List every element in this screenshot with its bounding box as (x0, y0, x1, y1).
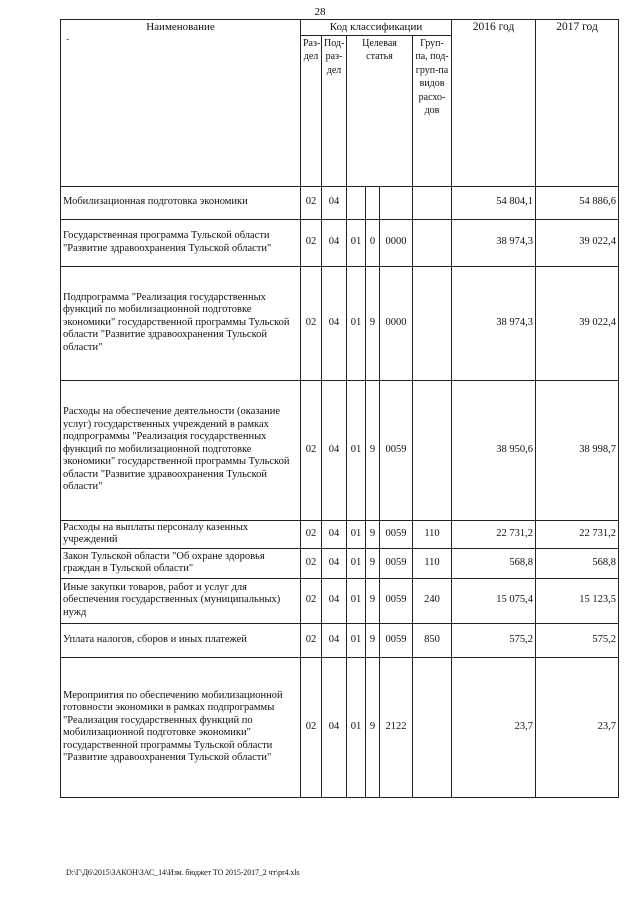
row-target-2: 9 (366, 578, 380, 623)
row-value-2016: 54 804,1 (452, 186, 536, 219)
row-target-1: 01 (347, 219, 366, 266)
header-section: Раз-дел (301, 35, 322, 186)
row-target-3: 0059 (380, 520, 413, 548)
row-target-2 (366, 186, 380, 219)
table-row (61, 520, 619, 548)
row-expense-group: 110 (413, 548, 452, 578)
row-target-1: 01 (347, 266, 366, 380)
row-value-2016: 38 974,3 (452, 219, 536, 266)
row-name: Закон Тульской области "Об охране здоровья граждан в Тульской области" (61, 548, 301, 578)
row-name: Расходы на обеспечение деятельности (оказание услуг) государственных учреждений в рамках подпрограммы "Реализация государственных функций по мобилизационной подготовке экономики" государственной программы Тульской области "Развитие здравоохранения Тульской области" (61, 380, 301, 520)
table-row (61, 380, 619, 520)
row-expense-group (413, 380, 452, 520)
row-section: 02 (301, 520, 322, 548)
row-value-2016: 15 075,4 (452, 578, 536, 623)
row-target-1: 01 (347, 623, 366, 657)
row-target-2: 9 (366, 548, 380, 578)
row-expense-group (413, 186, 452, 219)
row-section: 02 (301, 548, 322, 578)
header-2016: 2016 год (452, 20, 536, 187)
row-subsection: 04 (322, 548, 347, 578)
row-section: 02 (301, 657, 322, 797)
row-expense-group (413, 219, 452, 266)
row-target-1: 01 (347, 657, 366, 797)
row-expense-group: 240 (413, 578, 452, 623)
row-value-2017: 575,2 (536, 623, 619, 657)
row-subsection: 04 (322, 520, 347, 548)
header-2017: 2017 год (536, 20, 619, 187)
row-name: Государственная программа Тульской области "Развитие здравоохранения Тульской области" (61, 219, 301, 266)
row-value-2016: 23,7 (452, 657, 536, 797)
row-section: 02 (301, 219, 322, 266)
header-expense-group: Груп-па, под-груп-па видов расхо-дов (413, 35, 452, 186)
row-target-1: 01 (347, 380, 366, 520)
row-section: 02 (301, 380, 322, 520)
row-subsection: 04 (322, 219, 347, 266)
file-path-footer: D:\Г\Д6\2015\ЗАКОН\ЗАС_14\Изм. бюджет ТО 2015-2017_2 чт\pr4.xls (66, 868, 300, 877)
row-target-2: 9 (366, 380, 380, 520)
row-target-3: 0059 (380, 548, 413, 578)
table-row (61, 657, 619, 797)
page-number: 28 (314, 6, 326, 18)
row-expense-group (413, 266, 452, 380)
row-target-3: 2122 (380, 657, 413, 797)
row-section: 02 (301, 266, 322, 380)
header-subsection: Под-раз-дел (322, 35, 347, 186)
row-subsection: 04 (322, 186, 347, 219)
row-value-2017: 568,8 (536, 548, 619, 578)
table-row (61, 219, 619, 266)
row-target-3: 0059 (380, 623, 413, 657)
header-classification: Код классификации (301, 20, 452, 36)
row-value-2017: 23,7 (536, 657, 619, 797)
row-value-2017: 39 022,4 (536, 266, 619, 380)
row-name: Иные закупки товаров, работ и услуг для обеспечения государственных (муниципальных) нужд (61, 578, 301, 623)
row-value-2016: 22 731,2 (452, 520, 536, 548)
table-row (61, 266, 619, 380)
table-row (61, 186, 619, 219)
row-expense-group: 850 (413, 623, 452, 657)
header-target-article: Целевая статья (347, 35, 413, 186)
row-name: Мобилизационная подготовка экономики (61, 186, 301, 219)
row-value-2017: 54 886,6 (536, 186, 619, 219)
row-value-2017: 39 022,4 (536, 219, 619, 266)
row-value-2017: 38 998,7 (536, 380, 619, 520)
header-name: Наименование (61, 20, 301, 187)
row-name: Подпрограмма "Реализация государственных функций по мобилизационной подготовке экономики" государственной программы Тульской области "Развитие здравоохранения Тульской области" (61, 266, 301, 380)
row-subsection: 04 (322, 266, 347, 380)
row-name: Расходы на выплаты персоналу казенных учреждений (61, 520, 301, 548)
row-target-1: 01 (347, 578, 366, 623)
table-body (61, 186, 619, 797)
row-subsection: 04 (322, 380, 347, 520)
row-target-1 (347, 186, 366, 219)
row-target-1: 01 (347, 520, 366, 548)
row-value-2016: 575,2 (452, 623, 536, 657)
row-value-2016: 38 974,3 (452, 266, 536, 380)
row-expense-group: 110 (413, 520, 452, 548)
row-target-1: 01 (347, 548, 366, 578)
row-value-2017: 15 123,5 (536, 578, 619, 623)
row-value-2016: 568,8 (452, 548, 536, 578)
table-row (61, 548, 619, 578)
row-target-3: 0000 (380, 219, 413, 266)
row-target-3: 0059 (380, 380, 413, 520)
scan-mark: - (66, 34, 70, 45)
row-subsection: 04 (322, 578, 347, 623)
row-subsection: 04 (322, 623, 347, 657)
row-target-2: 0 (366, 219, 380, 266)
row-name: Уплата налогов, сборов и иных платежей (61, 623, 301, 657)
row-name: Мероприятия по обеспечению мобилизационной готовности экономики в рамках подпрограммы "Реализация государственных функций по мобилизационной подготовке экономики" государственной программы Тульской области "Развитие здравоохранения Тульской области" (61, 657, 301, 797)
row-value-2016: 38 950,6 (452, 380, 536, 520)
row-section: 02 (301, 186, 322, 219)
row-value-2017: 22 731,2 (536, 520, 619, 548)
header-row (61, 20, 619, 36)
row-target-2: 9 (366, 520, 380, 548)
row-target-3: 0000 (380, 266, 413, 380)
row-target-2: 9 (366, 266, 380, 380)
table-row (61, 578, 619, 623)
row-target-3 (380, 186, 413, 219)
row-target-3: 0059 (380, 578, 413, 623)
budget-table (60, 19, 619, 798)
row-section: 02 (301, 623, 322, 657)
row-target-2: 9 (366, 623, 380, 657)
row-target-2: 9 (366, 657, 380, 797)
row-section: 02 (301, 578, 322, 623)
row-subsection: 04 (322, 657, 347, 797)
table-row (61, 623, 619, 657)
row-expense-group (413, 657, 452, 797)
